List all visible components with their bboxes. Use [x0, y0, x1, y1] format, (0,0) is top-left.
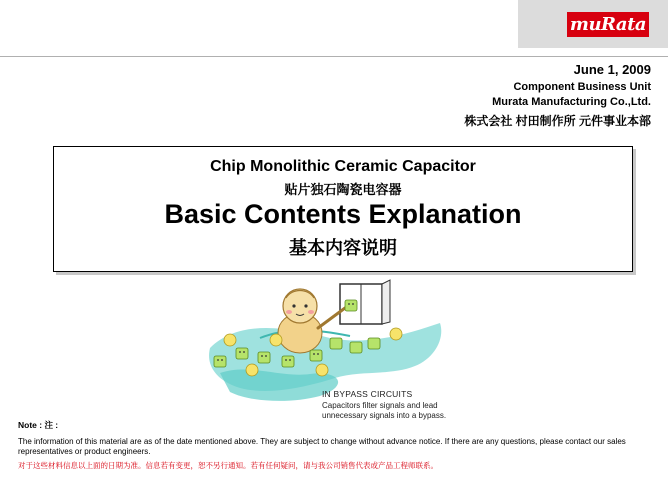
header-divider [0, 56, 668, 57]
page-title-cn: 基本内容说明 [289, 238, 397, 258]
illustration-caption-body: Capacitors filter signals and lead unnecessary signals into a bypass. [322, 401, 447, 420]
business-unit: Component Business Unit [513, 81, 651, 93]
illustration-caption-title: IN BYPASS CIRCUITS [322, 389, 413, 399]
note-text-cn: 对于这些材料信息以上面的日期为准。信息若有变更，恕不另行通知。若有任何疑问，请与我公司销售代表或产品工程师联系。 [18, 461, 438, 470]
title-box [53, 146, 633, 272]
page-title: Basic Contents Explanation [164, 199, 522, 229]
company-name-cn: 株式会社 村田制作所 元件事业本部 [464, 114, 651, 128]
document-date: June 1, 2009 [573, 62, 651, 77]
murata-logo [567, 12, 649, 37]
note-label: Note : 注 : [18, 420, 59, 430]
murata-logo-text: muRata [569, 14, 647, 35]
subtitle-cn: 贴片独石陶瓷电容器 [284, 182, 402, 197]
subtitle-en: Chip Monolithic Ceramic Capacitor [210, 158, 476, 175]
company-name: Murata Manufacturing Co.,Ltd. [492, 96, 651, 108]
note-text: The information of this material are as of the date mentioned above. They are subject to change without advance notice. If there are any questions, please contact our sales representatives or product engineers. [18, 437, 626, 456]
